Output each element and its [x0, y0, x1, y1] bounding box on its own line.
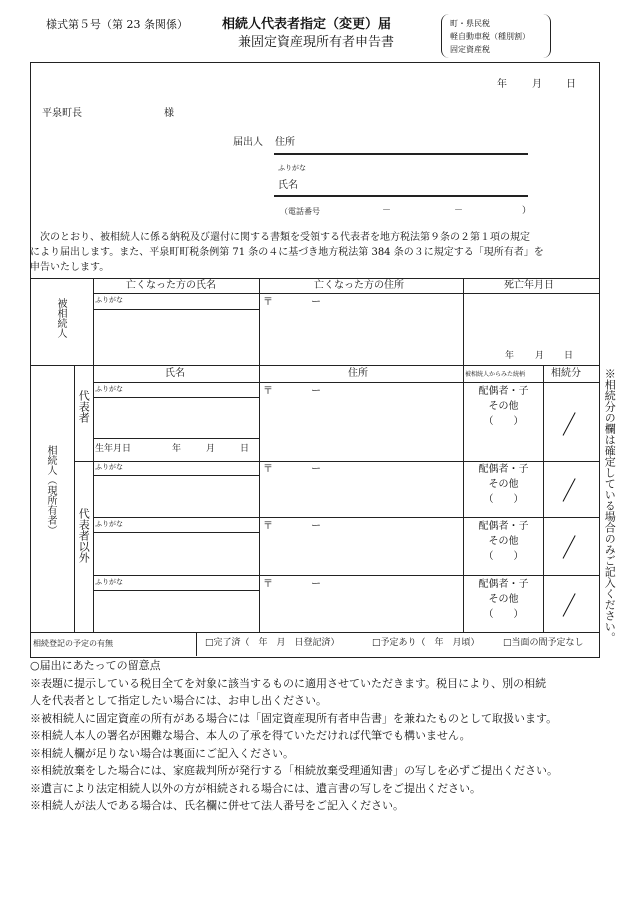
heir3-name-field[interactable]: [94, 533, 258, 574]
heir2-postal: 〒: [263, 464, 273, 475]
note-item-7: ※相続人が法人である場合は、氏名欄に併せて法人番号をご記入ください。: [30, 799, 404, 812]
note-item-1b: 人を代表者として指定したい場合には、お申し出ください。: [30, 694, 327, 707]
rep-birth-day: 日: [240, 444, 250, 454]
death-day: 日: [564, 351, 574, 361]
heir3-postal: 〒: [263, 521, 273, 532]
col-heir-address: 住所: [348, 368, 368, 379]
tax-type-3: 固定資産税: [450, 45, 490, 54]
death-month: 月: [535, 351, 545, 361]
deceased-row-label: 被相続人: [55, 298, 66, 338]
registration-option-none[interactable]: □当面の間予定なし: [503, 638, 584, 648]
col-relationship: 被相続人からみた続柄: [465, 371, 526, 378]
note-item-6: ※遺言により法定相続人以外の方が相続される場合には、遺言書の写しをご提出ください。: [30, 782, 481, 795]
heir4-relation-2: その他: [488, 594, 519, 605]
heir4-relation-3: （ ）: [483, 609, 524, 620]
col-deceased-name: 亡くなった方の氏名: [126, 280, 216, 291]
heir4-postal: 〒: [263, 579, 273, 590]
heir2-share-field[interactable]: [544, 462, 598, 516]
applicant-furigana-label: ふりがな: [278, 164, 306, 172]
rep-address-field[interactable]: [260, 383, 462, 460]
applicant-phone-label: （電話番号: [280, 207, 320, 216]
addressee-suffix: 様: [164, 108, 174, 119]
deceased-name-field[interactable]: [94, 310, 258, 364]
tax-type-2: 軽自動車税（種別割）: [450, 32, 530, 41]
page-subtitle: 兼固定資産現所有者申告書: [238, 35, 395, 50]
note-item-3: ※相続人本人の署名が困難な場合、本人の了承を得ていただければ代筆でも構いません。: [30, 729, 471, 742]
note-item-5: ※相続放棄をした場合には、家庭裁判所が発行する「相続放棄受理通知書」の写しを必ずご提出ください。: [30, 764, 558, 777]
col-death-date: 死亡年月日: [504, 280, 554, 291]
representative-label: 代表者: [77, 390, 91, 423]
rep-postal-dash: ー: [311, 386, 321, 397]
applicant-name-line[interactable]: [274, 195, 528, 197]
rep-birth-label: 生年月日: [95, 444, 132, 454]
heir2-postal-dash: ー: [311, 464, 321, 475]
deceased-postal: 〒: [263, 297, 273, 308]
page-title: 相続人代表者指定（変更）届: [222, 17, 392, 32]
rep-relation-3: （ ）: [483, 416, 524, 427]
registration-option-done[interactable]: □完了済（ 年 月 日登記済）: [205, 638, 340, 648]
rep-birth-month: 月: [206, 444, 216, 454]
heir2-name-field[interactable]: [94, 476, 258, 516]
registration-label: 相続登記の予定の有無: [33, 639, 113, 648]
intro-line-2: により届出します。また、平泉町町税条例第 71 条の４に基づき地方税法第 384 条の３に規定する「現所有者」を: [30, 247, 544, 258]
applicant-address-line[interactable]: [274, 153, 528, 155]
addressee-name: 平泉町長: [42, 108, 82, 119]
rep-postal: 〒: [263, 386, 273, 397]
note-item-4: ※相続人欄が足りない場合は裏面にご記入ください。: [30, 747, 294, 760]
date-day: 日: [566, 79, 576, 90]
date-year: 年: [497, 79, 507, 90]
heir4-address-field[interactable]: [260, 576, 462, 631]
registration-option-planned[interactable]: □予定あり（ 年 月頃）: [372, 638, 480, 648]
heir2-furigana: ふりがな: [95, 463, 123, 471]
applicant-name-label: 氏名: [278, 180, 298, 191]
phone-close: ）: [522, 206, 532, 216]
heir2-relation-3: （ ）: [483, 494, 524, 505]
date-month: 月: [532, 79, 542, 90]
deceased-furigana: ふりがな: [95, 296, 123, 304]
inheritance-share-note: ※相続分の欄は確定している場合のみご記入ください。: [603, 368, 617, 643]
phone-dash-1: －: [382, 206, 392, 216]
rep-birth-year: 年: [172, 444, 182, 454]
note-item-2: ※被相続人に固定資産の所有がある場合には「固定資産現所有者申告書」を兼ねたものとして取扱います。: [30, 712, 558, 725]
heir4-share-field[interactable]: [544, 576, 598, 631]
heir3-relation-3: （ ）: [483, 551, 524, 562]
deceased-address-field[interactable]: [260, 294, 462, 364]
heir3-furigana: ふりがな: [95, 520, 123, 528]
rep-relation-2: その他: [488, 401, 519, 412]
heir2-address-field[interactable]: [260, 462, 462, 516]
applicant-label: 届出人: [233, 137, 263, 148]
col-inheritance-share: 相続分: [551, 368, 581, 379]
col-deceased-address: 亡くなった方の住所: [314, 280, 404, 291]
heir2-relation-2: その他: [488, 479, 519, 490]
heir3-share-field[interactable]: [544, 518, 598, 574]
col-heir-name: 氏名: [165, 368, 185, 379]
phone-dash-2: －: [454, 206, 464, 216]
heir3-address-field[interactable]: [260, 518, 462, 574]
heir3-postal-dash: ー: [311, 521, 321, 532]
heirs-row-label: 相続人（現所有者）: [45, 445, 56, 535]
heir3-relation-1: 配偶者・子: [478, 521, 529, 532]
heir3-relation-2: その他: [488, 536, 519, 547]
intro-line-3: 申告いたします。: [30, 262, 110, 273]
death-year: 年: [505, 351, 515, 361]
tax-type-1: 町・県民税: [450, 19, 490, 28]
note-item-1: ※表題に提示している税目全てを対象に該当するものに適用させていただきます。税目により、別の相続: [30, 677, 547, 690]
heir4-name-field[interactable]: [94, 591, 258, 631]
rep-furigana: ふりがな: [95, 385, 123, 393]
deceased-postal-dash: ー: [311, 297, 321, 308]
rep-share-field[interactable]: [544, 383, 598, 460]
notes-heading: ○届出にあたっての留意点: [30, 659, 161, 672]
heir4-furigana: ふりがな: [95, 578, 123, 586]
applicant-address-label: 住所: [275, 137, 295, 148]
other-heirs-label: 代表者以外: [77, 508, 91, 563]
heir2-relation-1: 配偶者・子: [478, 464, 529, 475]
rep-relation-1: 配偶者・子: [478, 386, 529, 397]
heir4-relation-1: 配偶者・子: [478, 579, 529, 590]
rep-name-field[interactable]: [94, 398, 258, 437]
heir4-postal-dash: ー: [311, 579, 321, 590]
form-number: 様式第５号（第 23 条関係）: [46, 18, 188, 31]
intro-line-1: 次のとおり、被相続人に係る納税及び還付に関する書類を受領する代表者を地方税法第９条の２第１項の規定: [40, 232, 530, 243]
